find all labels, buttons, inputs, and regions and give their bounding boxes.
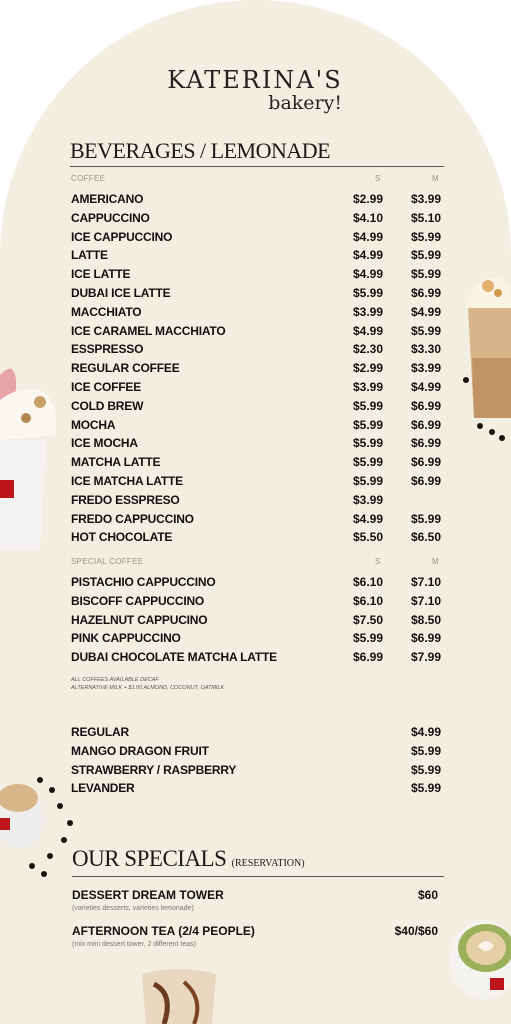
menu-item-price-medium: $6.99 (410, 455, 441, 470)
menu-item-name: HAZELNUT CAPPUCINO (71, 612, 208, 627)
menu-item-price-small: $5.99 (352, 398, 383, 413)
menu-item-name: ICE CAPPUCCINO (71, 229, 173, 244)
menu-item-row (71, 493, 441, 512)
menu-item-row (71, 192, 441, 211)
menu-item-price-medium: $3.99 (410, 361, 441, 376)
coffee-header: COFFEE (71, 174, 106, 183)
menu-item-row (71, 342, 441, 361)
menu-item-price-small: $5.50 (352, 530, 383, 545)
logo-name: KATERINA'S (167, 66, 343, 94)
menu-item-price-medium: $7.99 (410, 650, 441, 665)
menu-item-price-small: $6.10 (352, 593, 383, 608)
bakery-logo (150, 66, 360, 114)
menu-item-name: MATCHA LATTE (71, 455, 161, 470)
menu-item-name: ICE COFFEE (71, 379, 142, 394)
menu-item-row (71, 324, 441, 343)
menu-item-name: MOCHA (71, 417, 116, 432)
menu-item-name: ICE LATTE (71, 267, 131, 282)
special-item-desc: (varieties desserts, varieties lemonade) (72, 905, 194, 912)
menu-item-price-medium: $3.99 (410, 192, 441, 206)
menu-item-price-small: $2.99 (352, 192, 383, 206)
menu-item-price-medium: $6.99 (410, 436, 441, 451)
menu-item-row (71, 512, 441, 531)
menu-item-price-small: $6.10 (352, 575, 383, 589)
menu-item-price-small: $3.99 (352, 379, 383, 394)
menu-item-price-small: $2.99 (352, 361, 383, 376)
menu-item-price-small: $4.10 (352, 210, 383, 225)
iced-dessert-cup-image (134, 964, 224, 1024)
menu-item-price-small: $5.99 (352, 285, 383, 300)
menu-item-price-medium: $5.99 (410, 511, 441, 526)
menu-item-price-medium: $5.99 (410, 781, 441, 796)
menu-item-price-medium: $8.50 (410, 612, 441, 627)
menu-item-row (71, 530, 441, 549)
menu-item-name: REGULAR COFFEE (71, 361, 180, 376)
menu-item-price-medium: $3.30 (410, 342, 441, 357)
menu-item-name: PISTACHIO CAPPUCCINO (71, 575, 216, 589)
specials-subtitle: (RESERVATION) (231, 858, 305, 869)
special-coffee-col-s: S (375, 557, 381, 566)
menu-item-name: FREDO ESSPRESO (71, 492, 180, 507)
menu-item-row (71, 650, 441, 669)
menu-item-price-small: $5.99 (352, 473, 383, 488)
note-decaf: ALL COFFEES AVAILABLE DECAF (71, 677, 159, 683)
menu-item-name: FREDO CAPPUCCINO (71, 511, 194, 526)
menu-item-price-medium: $6.99 (410, 285, 441, 300)
menu-item-price-small: $5.99 (352, 436, 383, 451)
menu-item-price-small: $4.99 (352, 267, 383, 282)
menu-item-name: DUBAI CHOCOLATE MATCHA LATTE (71, 650, 277, 665)
menu-item-name: MANGO DRAGON FRUIT (71, 743, 209, 758)
menu-item-name: STRAWBERRY / RASPBERRY (71, 762, 237, 777)
menu-item-name: ESSPRESSO (71, 342, 144, 357)
menu-item-row (71, 211, 441, 230)
menu-item-row (71, 267, 441, 286)
menu-item-price-small: $7.50 (352, 612, 383, 627)
menu-item-price-medium: $6.99 (410, 398, 441, 413)
menu-item-row (71, 744, 441, 763)
pink-frappe-cup-image (0, 360, 60, 555)
pistachio-latte-cup-image (434, 910, 511, 1010)
menu-item-row (71, 418, 441, 437)
menu-item-row (71, 631, 441, 650)
menu-item-name: ICE CARAMEL MACCHIATO (71, 323, 226, 338)
coffee-col-m: M (432, 174, 439, 183)
menu-item-price-medium: $7.10 (410, 593, 441, 608)
menu-item-row (71, 230, 441, 249)
menu-item-row (71, 380, 441, 399)
menu-item-price-medium: $5.99 (410, 762, 441, 777)
menu-item-price-medium: $4.99 (410, 304, 441, 319)
menu-item-row (71, 436, 441, 455)
menu-item-price-medium: $5.10 (410, 210, 441, 225)
menu-item-price-small: $3.99 (352, 304, 383, 319)
menu-item-row (71, 305, 441, 324)
menu-item-price-medium: $4.99 (410, 379, 441, 394)
section-title: BEVERAGES / LEMONADE (70, 138, 331, 163)
menu-item-name: LATTE (71, 248, 108, 263)
special-coffee-col-m: M (432, 557, 439, 566)
special-coffee-list (71, 575, 441, 669)
menu-item-price-medium: $5.99 (410, 267, 441, 282)
coffee-notes (71, 676, 224, 692)
menu-item-price-small: $2.30 (352, 342, 383, 357)
menu-item-price-medium: $6.50 (410, 530, 441, 545)
menu-item-row (71, 399, 441, 418)
menu-item-name: PINK CAPPUCCINO (71, 631, 181, 646)
special-item-price: $60 (417, 888, 438, 902)
menu-item-row (71, 286, 441, 305)
menu-item-name: ICE MOCHA (71, 436, 138, 451)
special-item-name: AFTERNOON TEA (2/4 PEOPLE) (72, 924, 255, 938)
menu-item-price-medium: $5.99 (410, 743, 441, 758)
specials-title (72, 846, 305, 872)
menu-item-price-medium: $6.99 (410, 473, 441, 488)
section-divider (70, 166, 444, 167)
menu-item-price-small: $6.99 (352, 650, 383, 665)
menu-item-row (71, 575, 441, 594)
menu-item-price-small: $4.99 (352, 248, 383, 263)
menu-item-price-medium: $5.99 (410, 323, 441, 338)
special-item-desc: (mix mini dessert tower, 2 different teas) (72, 941, 196, 948)
menu-item-name: HOT CHOCOLATE (71, 530, 173, 545)
menu-item-name: REGULAR (71, 725, 129, 739)
menu-item-name: COLD BREW (71, 398, 144, 413)
menu-item-name: ICE MATCHA LATTE (71, 473, 183, 488)
menu-item-price-small: $4.99 (352, 323, 383, 338)
menu-item-row (71, 474, 441, 493)
logo-subtitle: bakery! (268, 92, 342, 114)
menu-item-name: AMERICANO (71, 192, 144, 206)
special-item-price: $40/$60 (394, 924, 438, 938)
menu-item-row (71, 613, 441, 632)
iced-caramel-drink-image (458, 268, 511, 448)
menu-item-price-medium: $5.99 (410, 229, 441, 244)
menu-item-price-small: $4.99 (352, 511, 383, 526)
menu-item-price-small: $5.99 (352, 455, 383, 470)
menu-item-row (71, 725, 441, 744)
menu-item-row (71, 455, 441, 474)
menu-item-row (71, 763, 441, 782)
coffee-col-s: S (375, 174, 381, 183)
menu-item-row (71, 594, 441, 613)
coffee-list (71, 192, 441, 549)
menu-item-price-medium: $4.99 (410, 725, 441, 739)
special-coffee-header: SPECIAL COFFEE (71, 557, 144, 566)
menu-item-name: CAPPUCCINO (71, 210, 150, 225)
specials-divider (72, 876, 444, 877)
note-alt-milk: ALTERNATIVE MILK + $1.00 ALMOND, COCONUT, OATMILK (71, 685, 225, 691)
menu-item-price-medium: $7.10 (410, 575, 441, 589)
specials-heading: OUR SPECIALS (72, 846, 227, 871)
special-item-name: DESSERT DREAM TOWER (72, 888, 224, 902)
menu-item-price-medium: $6.99 (410, 631, 441, 646)
menu-item-price-small: $5.99 (352, 631, 383, 646)
menu-item-price-small: $5.99 (352, 417, 383, 432)
menu-item-price-small: $3.99 (352, 492, 383, 507)
menu-item-name: BISCOFF CAPPUCCINO (71, 593, 205, 608)
menu-item-name: MACCHIATO (71, 304, 142, 319)
menu-item-row (71, 781, 441, 800)
menu-item-name: DUBAI ICE LATTE (71, 285, 171, 300)
menu-item-price-medium: $5.99 (410, 248, 441, 263)
menu-item-row (71, 248, 441, 267)
menu-item-name: LEVANDER (71, 781, 135, 796)
menu-item-price-medium: $6.99 (410, 417, 441, 432)
menu-item-row (71, 361, 441, 380)
lemonade-list (71, 725, 441, 800)
menu-item-price-small: $4.99 (352, 229, 383, 244)
